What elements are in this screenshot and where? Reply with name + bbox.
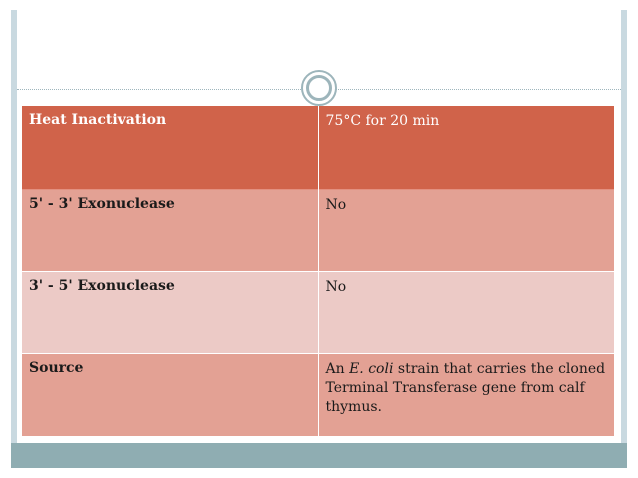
row-label: Source [22, 353, 318, 436]
table-row [22, 271, 614, 353]
table-row [22, 189, 614, 271]
row-value: No [325, 196, 347, 213]
properties-table [22, 106, 614, 437]
decorative-ring-icon [306, 75, 332, 101]
value-italic: E. coli [349, 360, 394, 377]
row-value: 75°C for 20 min [325, 113, 440, 129]
bottom-bar [11, 443, 627, 468]
row-value [318, 353, 614, 436]
row-value: No [325, 278, 347, 295]
value-suffix: strain that carries the cloned Terminal Transferase gene from calf thymus. [325, 360, 606, 415]
table-row [22, 353, 614, 436]
row-label: 5' - 3' Exonuclease [22, 189, 318, 271]
value-prefix: An [325, 360, 350, 377]
row-label: Heat Inactivation [22, 106, 318, 189]
row-label: 3' - 5' Exonuclease [22, 271, 318, 353]
table-row [22, 106, 614, 189]
